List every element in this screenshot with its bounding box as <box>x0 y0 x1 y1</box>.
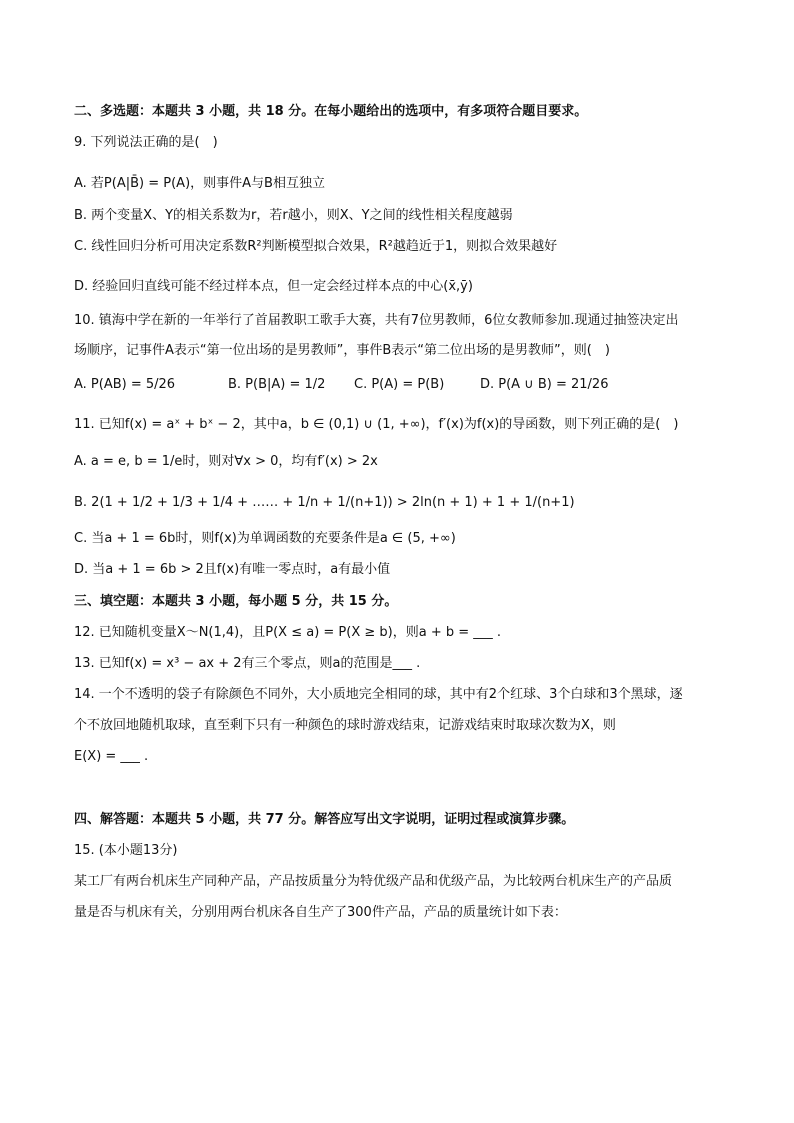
section-2-header: 二、多选题：本题共 3 小题，共 18 分。在每小题给出的选项中，有多项符合题目要求。 <box>74 104 588 119</box>
question-12: 12. 已知随机变量X～N(1,4)，且P(X ≤ a) = P(X ≥ b)，则a + b = ___ . <box>74 625 502 640</box>
question-10-option-b: B. P(B|A) = 1/2 <box>228 377 326 392</box>
question-14-line-1: 14. 一个不透明的袋子有除颜色不同外，大小质地完全相同的球，其中有2个红球、3个白球和3个黑球，逐 <box>74 687 683 702</box>
question-9-stem: 9. 下列说法正确的是( ) <box>74 135 218 150</box>
question-11-option-a: A. a = e, b = 1/e时，则对∀x > 0，均有f′(x) > 2x <box>74 454 378 469</box>
question-14-line-2: 个不放回地随机取球，直至剩下只有一种颜色的球时游戏结束，记游戏结束时取球次数为X，则 <box>74 718 616 733</box>
section-3-header: 三、填空题：本题共 3 小题，每小题 5 分，共 15 分。 <box>74 594 398 609</box>
question-11-option-c: C. 当a + 1 = 6b时，则f(x)为单调函数的充要条件是a ∈ (5, +∞) <box>74 531 456 546</box>
question-15-line-2: 量是否与机床有关，分别用两台机床各自生产了300件产品，产品的质量统计如下表： <box>74 905 567 920</box>
question-11-stem: 11. 已知f(x) = aˣ + bˣ − 2，其中a，b ∈ (0,1) ∪ (1, +∞)，f′(x)为f(x)的导函数，则下列正确的是( ) <box>74 417 679 432</box>
question-10-option-d: D. P(A ∪ B) = 21/26 <box>480 377 609 392</box>
question-10-stem-line-2: 场顺序，记事件A表示“第一位出场的是男教师”，事件B表示“第二位出场的是男教师”，则( ) <box>74 343 610 358</box>
question-15-title: 15. (本小题13分) <box>74 843 178 858</box>
question-10-stem-line-1: 10. 镇海中学在新的一年举行了首届教职工歌手大赛，共有7位男教师，6位女教师参加.现通过抽签决定出 <box>74 313 679 328</box>
question-10-option-a: A. P(AB) = 5/26 <box>74 377 176 392</box>
question-11-option-d: D. 当a + 1 = 6b > 2且f(x)有唯一零点时，a有最小值 <box>74 562 391 577</box>
question-9-option-c: C. 线性回归分析可用决定系数R²判断模型拟合效果，R²越趋近于1，则拟合效果越好 <box>74 239 558 254</box>
question-9-option-d: D. 经验回归直线可能不经过样本点，但一定会经过样本点的中心(x̄,ȳ) <box>74 279 473 294</box>
question-11-option-b: B. 2(1 + 1/2 + 1/3 + 1/4 + …… + 1/n + 1/(n+1)) > 2ln(n + 1) + 1 + 1/(n+1) <box>74 495 575 510</box>
question-10-options <box>74 376 608 394</box>
question-14-line-3: E(X) = ___ . <box>74 749 149 764</box>
question-15-line-1: 某工厂有两台机床生产同种产品，产品按质量分为特优级产品和优级产品，为比较两台机床生产的产品质 <box>74 874 673 889</box>
section-4-header: 四、解答题：本题共 5 小题，共 77 分。解答应写出文字说明，证明过程或演算步骤。 <box>74 812 575 827</box>
question-13: 13. 已知f(x) = x³ − ax + 2有三个零点，则a的范围是___ . <box>74 656 421 671</box>
question-9-option-b: B. 两个变量X、Y的相关系数为r，若r越小，则X、Y之间的线性相关程度越弱 <box>74 208 513 223</box>
question-10-option-c: C. P(A) = P(B) <box>354 377 445 392</box>
question-9-option-a: A. 若P(A|B̄) = P(A)，则事件A与B相互独立 <box>74 176 325 191</box>
